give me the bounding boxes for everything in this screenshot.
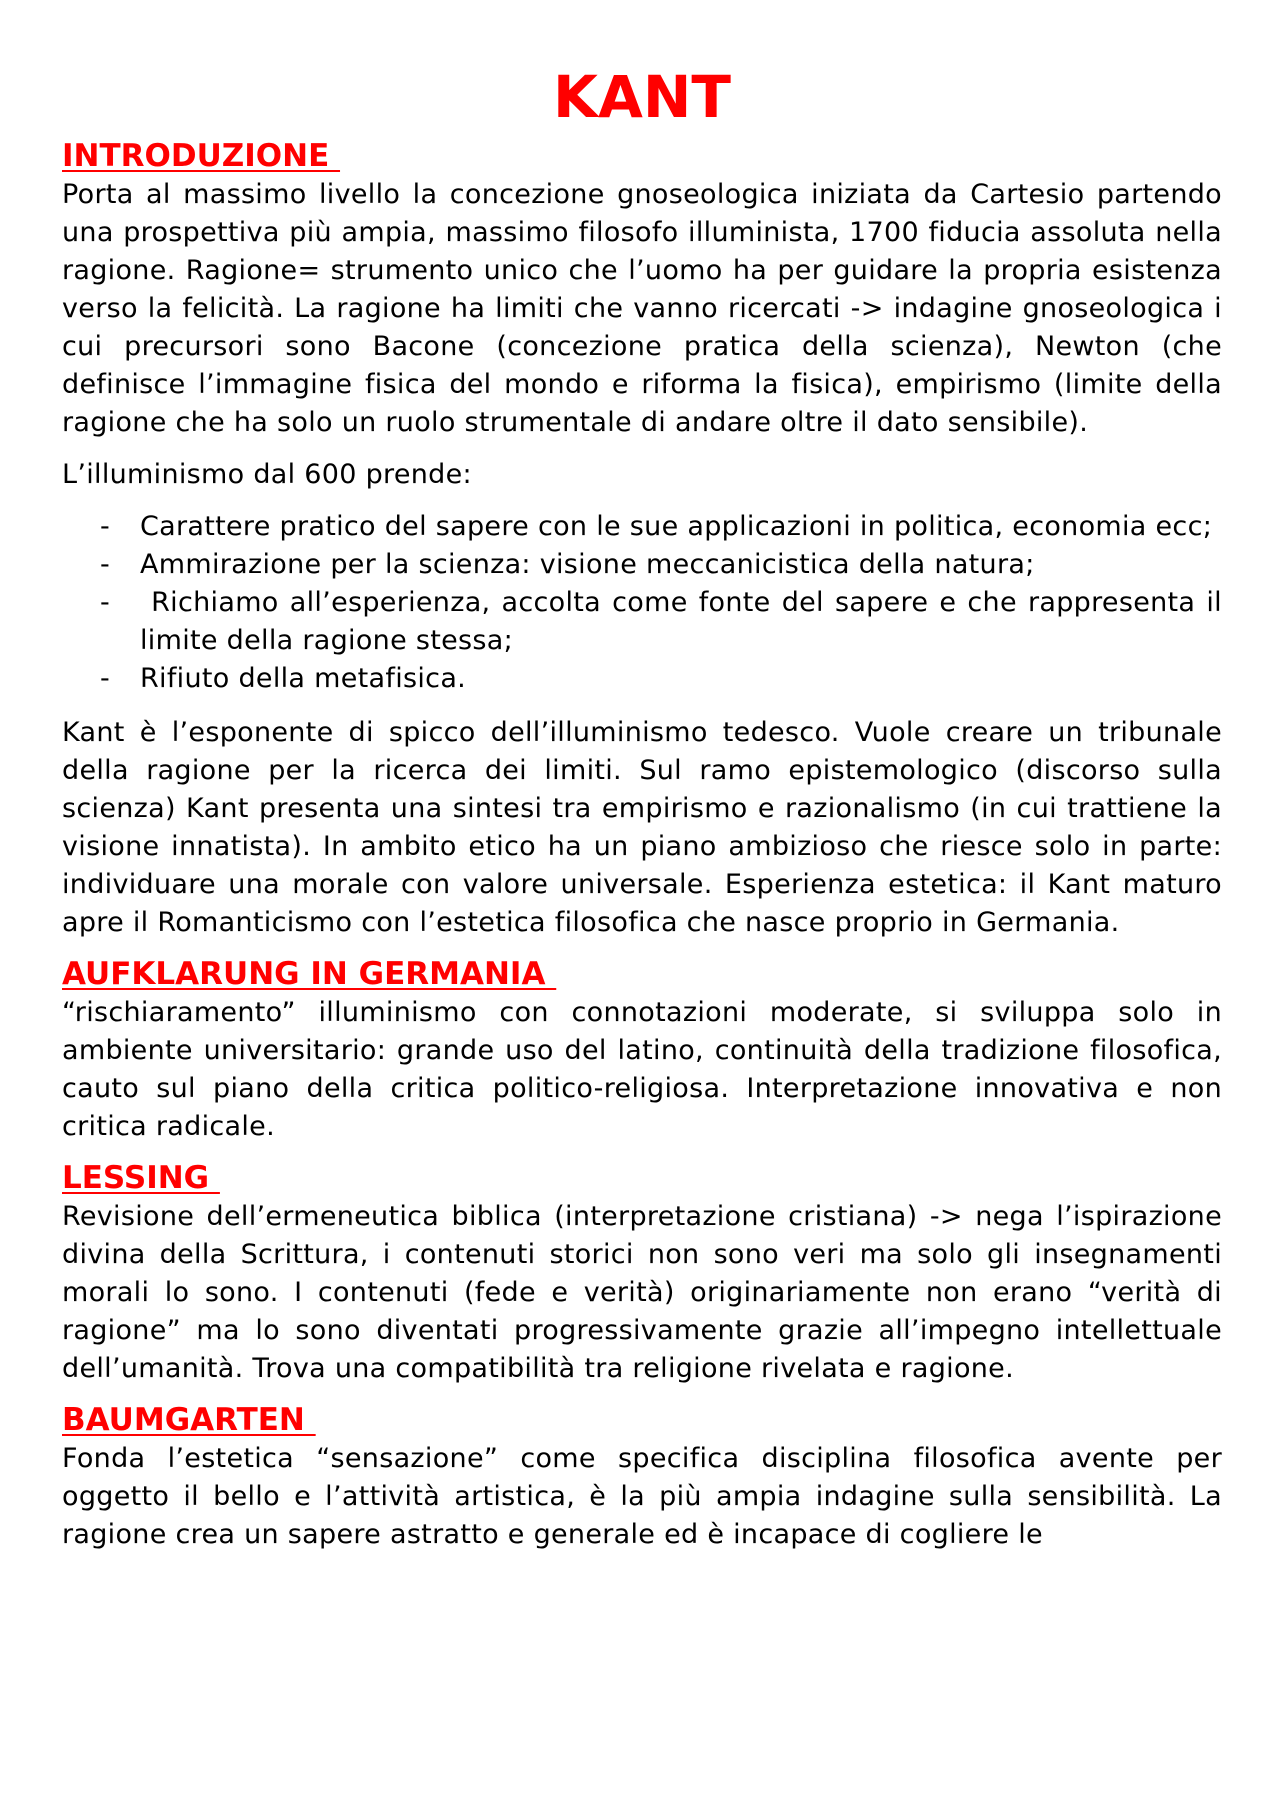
- section-heading-aufklarung: AUFKLARUNG IN GERMANIA: [62, 956, 557, 992]
- list-dash: -: [100, 663, 111, 694]
- baumgarten-paragraph: Fonda l’estetica “sensazione” come specifica disciplina filosofica avente per oggetto il bello e l’attività artistica, è la più ampia indagine sulla sensibilità. La ragione crea un sapere astratto e generale ed è incapace di cogliere le: [62, 1443, 1222, 1550]
- list-item: [62, 584, 1231, 660]
- section-introduzione: [62, 136, 1231, 942]
- list-item-text: Rifiuto della metafisica.: [140, 663, 467, 694]
- list-dash: -: [100, 549, 111, 580]
- list-item: [62, 546, 1222, 584]
- list-item: [62, 508, 1222, 546]
- list-item: [62, 660, 1222, 698]
- section-aufklarung: [62, 954, 1222, 1146]
- lessing-paragraph: Revisione dell’ermeneutica biblica (interpretazione cristiana) -> nega l’ispirazione divina della Scrittura, i contenuti storici non sono veri ma solo gli insegnamenti morali lo sono. I contenuti (fede e verità) originariamente non erano “verità di ragione” ma lo sono diventati progressivamente grazie all’impegno intellettuale dell’umanità. Trova una compatibilità tra religione rivelata e ragione.: [62, 1201, 1222, 1384]
- list-item-text: Ammirazione per la scienza: visione meccanicistica della natura;: [140, 549, 1035, 580]
- intro-list: [62, 508, 1231, 698]
- section-heading-introduzione: INTRODUZIONE: [62, 138, 341, 174]
- section-baumgarten: [62, 1400, 1222, 1554]
- list-item-text: Richiamo all’esperienza, accolta come fonte del sapere e che rappresenta il limite della ragione stessa;: [140, 587, 1231, 656]
- aufklarung-paragraph: “rischiaramento” illuminismo con connotazioni moderate, si sviluppa solo in ambiente universitario: grande uso del latino, continuità della tradizione filosofica, cauto sul piano della critica politico-religiosa. Interpretazione innovativa e non critica radicale.: [62, 997, 1222, 1142]
- list-dash: -: [100, 511, 111, 542]
- section-heading-baumgarten: BAUMGARTEN: [62, 1402, 316, 1438]
- section-lessing: [62, 1158, 1222, 1388]
- intro-paragraph-3: Kant è l’esponente di spicco dell’illuminismo tedesco. Vuole creare un tribunale della ragione per la ricerca dei limiti. Sul ramo epistemologico (discorso sulla scienza) Kant presenta una sintesi tra empirismo e razionalismo (in cui trattiene la visione innatista). In ambito etico ha un piano ambizioso che riesce solo in parte: individuare una morale con valore universale. Esperienza estetica: il Kant maturo apre il Romanticismo con l’estetica filosofica che nasce proprio in Germania.: [62, 717, 1222, 938]
- document-title: KANT: [553, 63, 731, 131]
- intro-paragraph-2: L’illuminismo dal 600 prende:: [62, 459, 472, 490]
- section-heading-lessing: LESSING: [62, 1160, 220, 1196]
- list-item-text: Carattere pratico del sapere con le sue applicazioni in politica, economia ecc;: [140, 511, 1213, 542]
- list-dash: -: [100, 587, 111, 618]
- document-page: [62, 58, 1231, 1554]
- intro-paragraph-1: Porta al massimo livello la concezione gnoseologica iniziata da Cartesio partendo una prospettiva più ampia, massimo filosofo illuminista, 1700 fiducia assoluta nella ragione. Ragione= strumento unico che l’uomo ha per guidare la propria esistenza verso la felicità. La ragione ha limiti che vanno ricercati -> indagine gnoseologica i cui precursori sono Bacone (concezione pratica della scienza), Newton (che definisce l’immagine fisica del mondo e riforma la fisica), empirismo (limite della ragione che ha solo un ruolo strumentale di andare oltre il dato sensibile).: [62, 179, 1222, 438]
